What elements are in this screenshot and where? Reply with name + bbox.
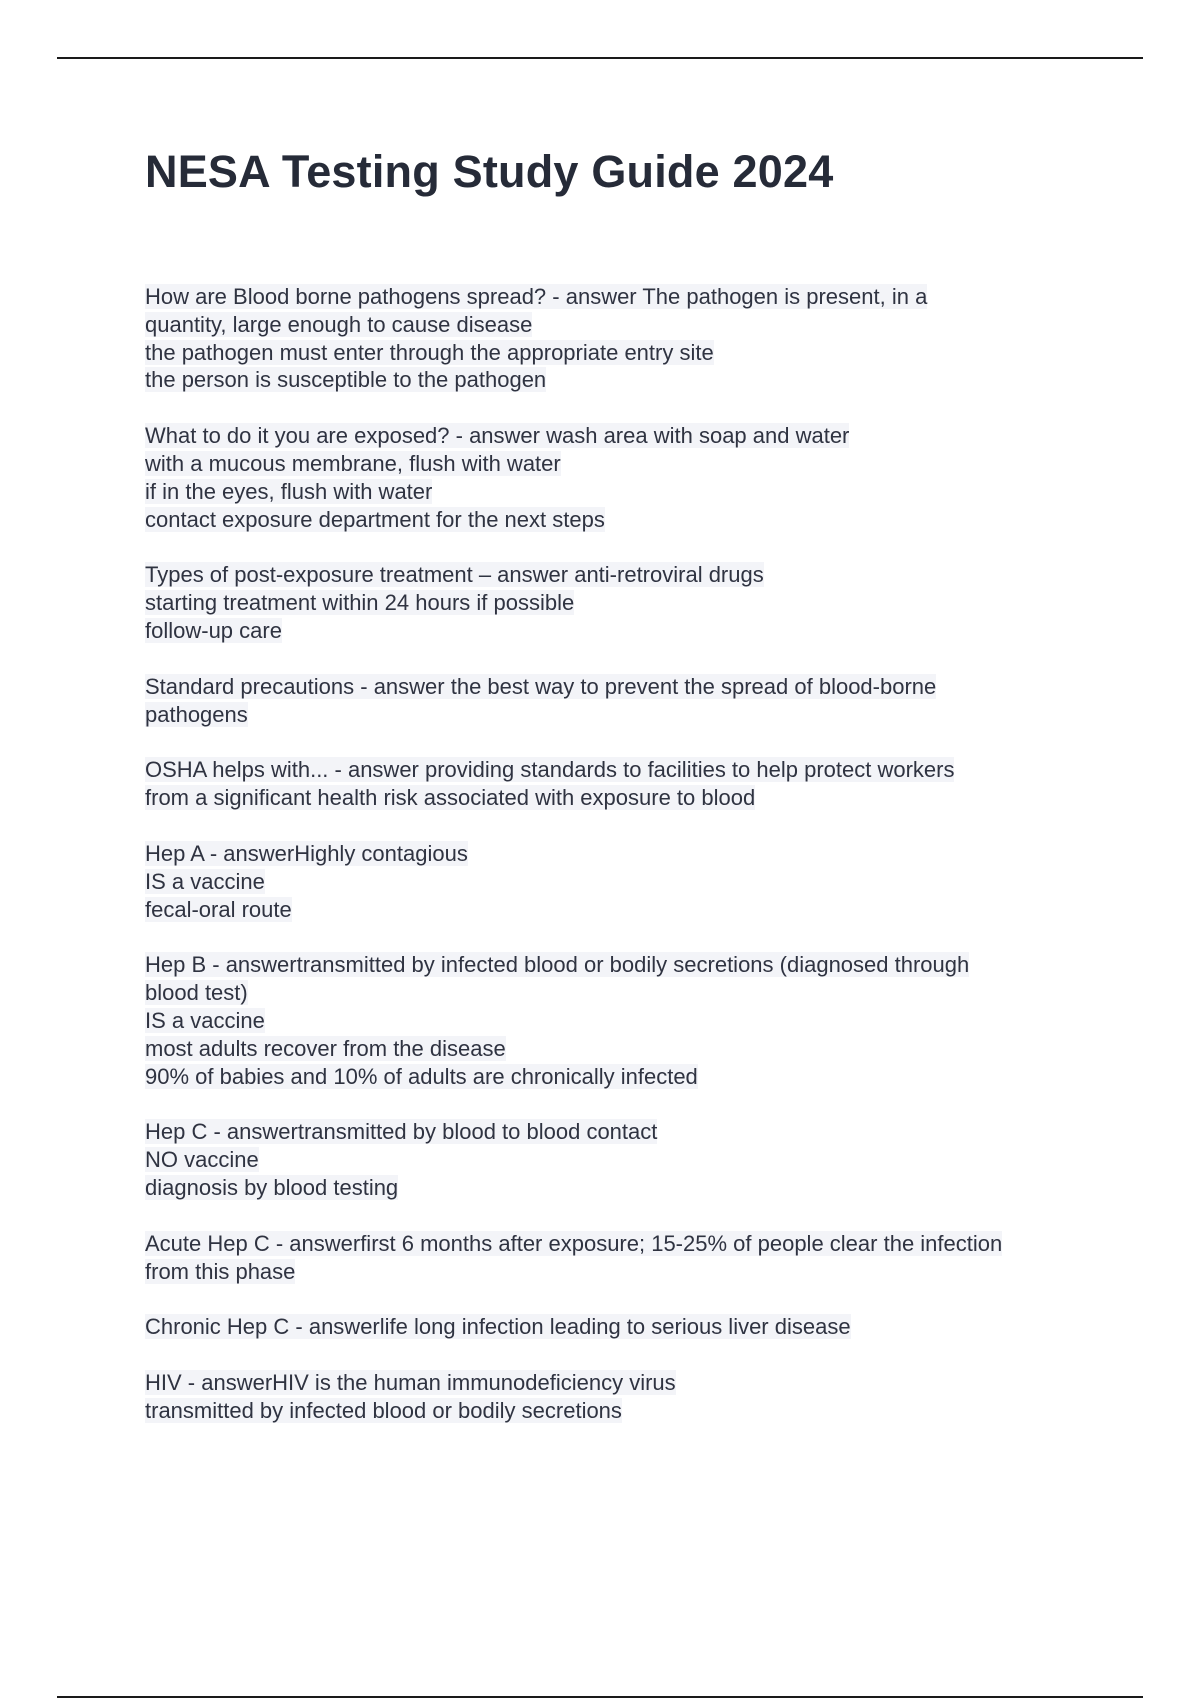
qa-entry <box>145 1369 1145 1425</box>
bottom-divider <box>57 1696 1143 1698</box>
qa-entry-text: How are Blood borne pathogens spread? - answer The pathogen is present, in a <box>145 284 928 309</box>
qa-entry-text: Hep C - answertransmitted by blood to blood contact <box>145 1119 658 1145</box>
qa-entry-text: the person is susceptible to the pathogen <box>145 367 547 393</box>
qa-list <box>145 283 1145 1453</box>
qa-entry-text: follow-up care <box>145 617 282 643</box>
qa-entry-line <box>145 1146 1145 1174</box>
qa-entry-text: most adults recover from the disease <box>145 1035 506 1061</box>
qa-entry-text: the pathogen must enter through the appropriate entry site <box>145 339 714 365</box>
qa-entry-line <box>145 1258 1145 1286</box>
qa-entry-text: IS a vaccine <box>145 868 265 894</box>
qa-entry-text: fecal-oral route <box>145 896 292 922</box>
qa-entry-line <box>145 1063 1145 1091</box>
qa-entry-line <box>145 896 1145 924</box>
qa-entry-line <box>145 589 1145 617</box>
top-divider <box>57 57 1143 59</box>
qa-entry-text: Hep A - answerHighly contagious <box>145 840 468 866</box>
qa-entry-line <box>145 1035 1145 1063</box>
qa-entry-text: if in the eyes, flush with water <box>145 478 433 504</box>
qa-entry-line <box>145 701 1145 729</box>
qa-entry-line <box>145 366 1145 394</box>
qa-entry-text: Standard precautions - answer the best way to prevent the spread of blood-borne <box>145 673 937 699</box>
qa-entry-line <box>145 283 1145 311</box>
qa-entry <box>145 1313 1145 1341</box>
qa-entry-line <box>145 478 1145 506</box>
qa-entry-text: from a significant health risk associated with exposure to blood <box>145 785 756 811</box>
qa-entry-line <box>145 1397 1145 1425</box>
qa-entry <box>145 561 1145 644</box>
qa-entry-text: NO vaccine <box>145 1147 259 1173</box>
qa-entry <box>145 673 1145 729</box>
qa-entry <box>145 1230 1145 1286</box>
qa-entry-line <box>145 617 1145 645</box>
qa-entry-line <box>145 311 1145 339</box>
qa-entry-line <box>145 784 1145 812</box>
qa-entry-text: 90% of babies and 10% of adults are chronically infected <box>145 1063 698 1089</box>
qa-entry-text: Types of post-exposure treatment – answer anti-retroviral drugs <box>145 562 764 588</box>
qa-entry <box>145 951 1145 1090</box>
qa-entry-line <box>145 1369 1145 1397</box>
qa-entry-line <box>145 1118 1145 1146</box>
qa-entry-line <box>145 951 1145 979</box>
qa-entry-text: blood test) <box>145 980 248 1006</box>
qa-entry-line <box>145 756 1145 784</box>
qa-entry-text: contact exposure department for the next steps <box>145 506 605 532</box>
qa-entry-line <box>145 450 1145 478</box>
qa-entry-line <box>145 506 1145 534</box>
qa-entry-line <box>145 1007 1145 1035</box>
qa-entry-line <box>145 561 1145 589</box>
qa-entry <box>145 1118 1145 1201</box>
qa-entry-line <box>145 1313 1145 1341</box>
qa-entry-text: Chronic Hep C - answerlife long infection leading to serious liver disease <box>145 1314 851 1340</box>
qa-entry-text: Hep B - answertransmitted by infected blood or bodily secretions (diagnosed through <box>145 952 970 978</box>
qa-entry-line <box>145 422 1145 450</box>
qa-entry-line <box>145 1230 1145 1258</box>
qa-entry-line <box>145 868 1145 896</box>
qa-entry <box>145 283 1145 394</box>
qa-entry <box>145 840 1145 923</box>
qa-entry-text: from this phase <box>145 1258 296 1284</box>
qa-entry <box>145 422 1145 533</box>
qa-entry-line <box>145 339 1145 367</box>
qa-entry-text: OSHA helps with... - answer providing standards to facilities to help protect workers <box>145 757 955 783</box>
qa-entry-text: diagnosis by blood testing <box>145 1174 399 1200</box>
qa-entry-text: HIV - answerHIV is the human immunodeficiency virus <box>145 1370 676 1396</box>
qa-entry-text: transmitted by infected blood or bodily secretions <box>145 1397 622 1423</box>
qa-entry-text: pathogens <box>145 701 248 727</box>
document-title: NESA Testing Study Guide 2024 <box>145 146 834 197</box>
qa-entry-text: Acute Hep C - answerfirst 6 months after exposure; 15-25% of people clear the infection <box>145 1230 1003 1256</box>
qa-entry-text: IS a vaccine <box>145 1007 265 1033</box>
qa-entry-line <box>145 979 1145 1007</box>
qa-entry-text: quantity, large enough to cause disease <box>145 311 533 337</box>
qa-entry-line <box>145 840 1145 868</box>
qa-entry-line <box>145 1174 1145 1202</box>
qa-entry-text: What to do it you are exposed? - answer wash area with soap and water <box>145 423 850 449</box>
qa-entry-text: with a mucous membrane, flush with water <box>145 450 561 476</box>
qa-entry-text: starting treatment within 24 hours if possible <box>145 590 575 616</box>
qa-entry <box>145 756 1145 812</box>
qa-entry-line <box>145 673 1145 701</box>
